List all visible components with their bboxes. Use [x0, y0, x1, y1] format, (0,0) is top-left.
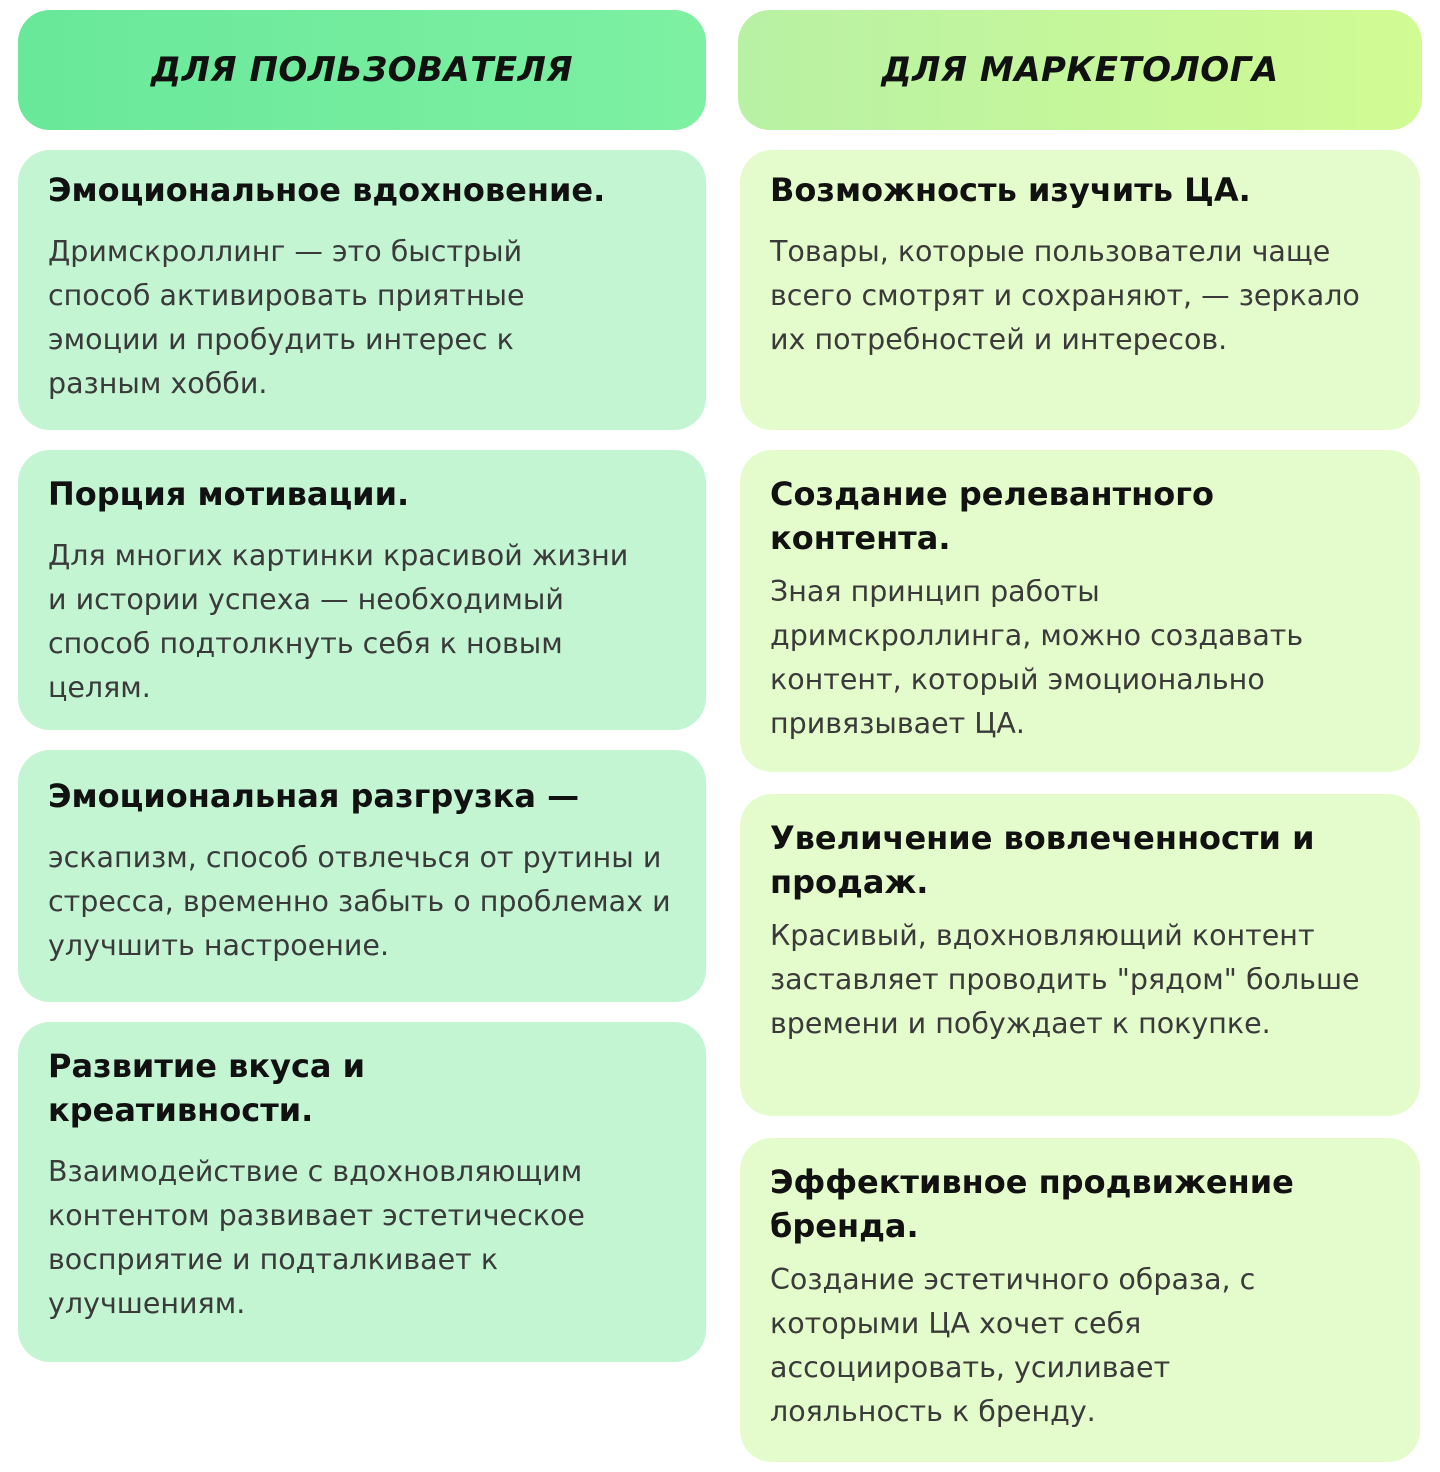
card-title: Эмоциональное вдохновение. [48, 171, 606, 209]
card-title: Развитие вкуса и креативности. [48, 1047, 366, 1129]
user-card-motivation [18, 450, 706, 730]
marketer-card-engagement-sales [740, 794, 1420, 1116]
card-body: эскапизм, способ отвлечься от рутины и стресса, временно забыть о проблемах и улучшить настроение. [48, 841, 671, 962]
card-body: Зная принцип работы дримскроллинга, можно создавать контент, который эмоционально привязывает ЦА. [770, 575, 1304, 740]
marketer-column-header: ДЛЯ МАРКЕТОЛОГА [738, 10, 1422, 130]
card-body: Товары, которые пользователи чаще всего смотрят и сохраняют, — зеркало их потребностей и интересов. [770, 235, 1360, 356]
card-body: Красивый, вдохновляющий контент заставляет проводить "рядом" больше времени и побуждает к покупке. [770, 919, 1360, 1040]
user-card-emotional-inspiration [18, 150, 706, 430]
marketer-card-study-audience [740, 150, 1420, 430]
card-title: Эффективное продвижение бренда. [770, 1163, 1294, 1245]
card-body: Дримскроллинг — это быстрый способ активировать приятные эмоции и пробудить интерес к разным хобби. [48, 235, 525, 400]
card-title: Создание релевантного контента. [770, 475, 1214, 557]
user-card-emotional-relief [18, 750, 706, 1002]
user-column-header: ДЛЯ ПОЛЬЗОВАТЕЛЯ [18, 10, 706, 130]
user-card-taste-creativity [18, 1022, 706, 1362]
card-body: Создание эстетичного образа, с которыми ЦА хочет себя ассоциировать, усиливает лояльность к бренду. [770, 1263, 1256, 1428]
card-title: Порция мотивации. [48, 475, 410, 513]
card-body: Взаимодействие с вдохновляющим контентом развивает эстетическое восприятие и подталкивает к улучшениям. [48, 1155, 585, 1320]
card-title: Возможность изучить ЦА. [770, 171, 1251, 209]
marketer-card-relevant-content [740, 450, 1420, 772]
card-body: Для многих картинки красивой жизни и истории успеха — необходимый способ подтолкнуть себя к новым целям. [48, 539, 629, 704]
card-title: Увеличение вовлеченности и продаж. [770, 819, 1315, 901]
card-title: Эмоциональная разгрузка — [48, 777, 580, 815]
marketer-card-brand-promotion [740, 1138, 1420, 1462]
